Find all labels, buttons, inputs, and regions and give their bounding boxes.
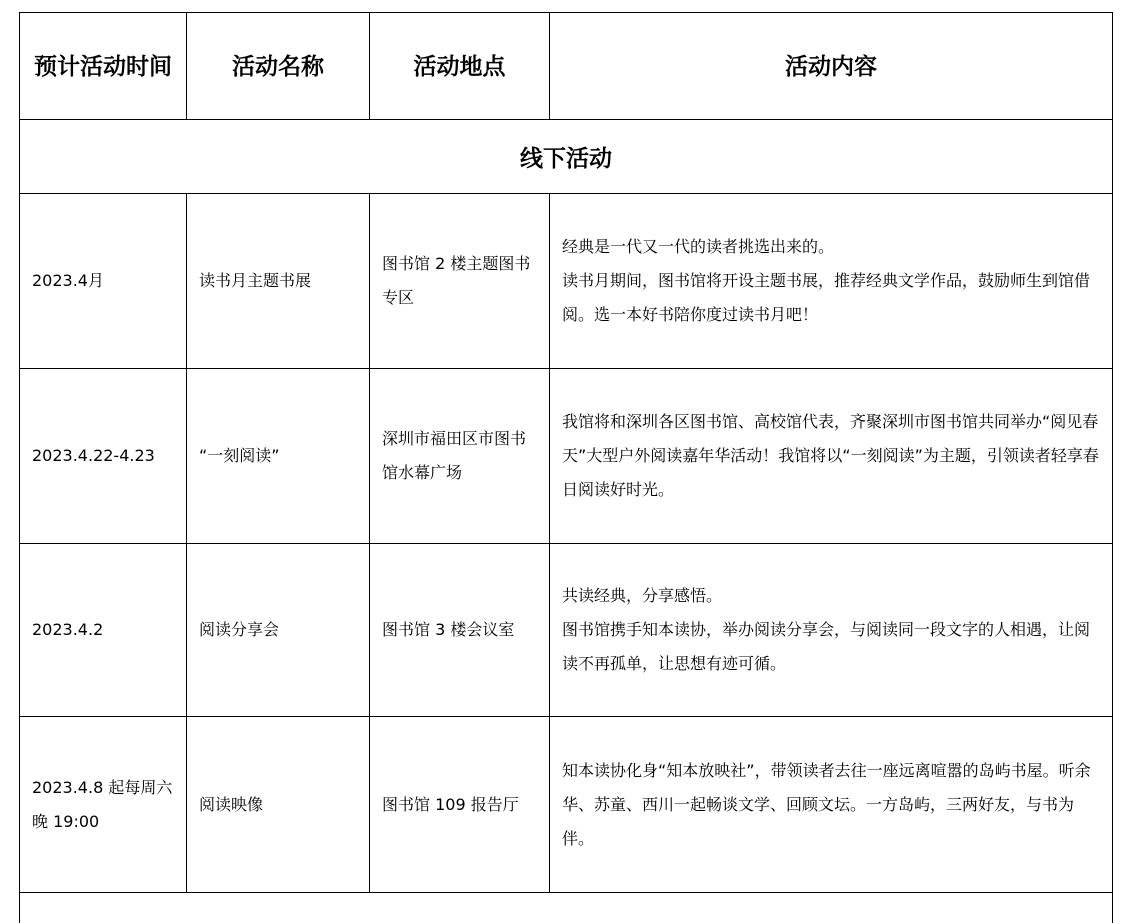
cell-location: 图书馆 3 楼会议室 <box>370 544 550 717</box>
header-name: 活动名称 <box>187 13 370 120</box>
content-paragraph: 共读经典，分享感悟。 <box>562 586 723 605</box>
cell-name: 阅读映像 <box>187 717 370 893</box>
cell-location: 深圳市福田区市图书馆水幕广场 <box>370 369 550 544</box>
cell-name: 读书月主题书展 <box>187 194 370 369</box>
table-row <box>20 717 1113 893</box>
header-content: 活动内容 <box>550 13 1113 120</box>
cell-content <box>550 194 1113 369</box>
header-time: 预计活动时间 <box>20 13 187 120</box>
cell-name: 阅读分享会 <box>187 544 370 717</box>
content-paragraph: 读书月期间，图书馆将开设主题书展，推荐经典文学作品，鼓励师生到馆借阅。选一本好书陪你度过读书月吧！ <box>562 271 1091 324</box>
content-paragraph: 我馆将和深圳各区图书馆、高校馆代表，齐聚深圳市图书馆共同举办“阅见春天”大型户外阅读嘉年华活动！我馆将以“一刻阅读”为主题，引领读者轻享春日阅读好时光。 <box>562 412 1099 499</box>
cell-time: 2023.4.8 起每周六晚 19:00 <box>20 717 187 893</box>
content-paragraph: 知本读协化身“知本放映社”，带领读者去往一座远离喧嚣的岛屿书屋。听余华、苏童、西川一起畅谈文学、回顾文坛。一方岛屿，三两好友，与书为伴。 <box>562 760 1091 848</box>
cell-time: 2023.4月 <box>20 194 187 369</box>
empty-cell <box>20 893 1113 923</box>
cell-content <box>550 544 1113 717</box>
section-row <box>20 120 1113 194</box>
table-row <box>20 369 1113 544</box>
cell-content <box>550 369 1113 544</box>
table-row <box>20 544 1113 717</box>
cell-location: 图书馆 2 楼主题图书专区 <box>370 194 550 369</box>
cell-name: “一刻阅读” <box>187 369 370 544</box>
table-row-partial <box>20 893 1113 923</box>
activity-schedule-table <box>19 12 1113 923</box>
table-row <box>20 194 1113 369</box>
header-location: 活动地点 <box>370 13 550 120</box>
content-paragraph: 经典是一代又一代的读者挑选出来的。 <box>562 237 835 256</box>
cell-location: 图书馆 109 报告厅 <box>370 717 550 893</box>
cell-content <box>550 717 1113 893</box>
cell-time: 2023.4.22-4.23 <box>20 369 187 544</box>
content-paragraph: 图书馆携手知本读协，举办阅读分享会，与阅读同一段文字的人相遇，让阅读不再孤单，让思想有迹可循。 <box>562 620 1091 673</box>
header-row <box>20 13 1113 120</box>
cell-time: 2023.4.2 <box>20 544 187 717</box>
section-title: 线下活动 <box>20 120 1113 194</box>
